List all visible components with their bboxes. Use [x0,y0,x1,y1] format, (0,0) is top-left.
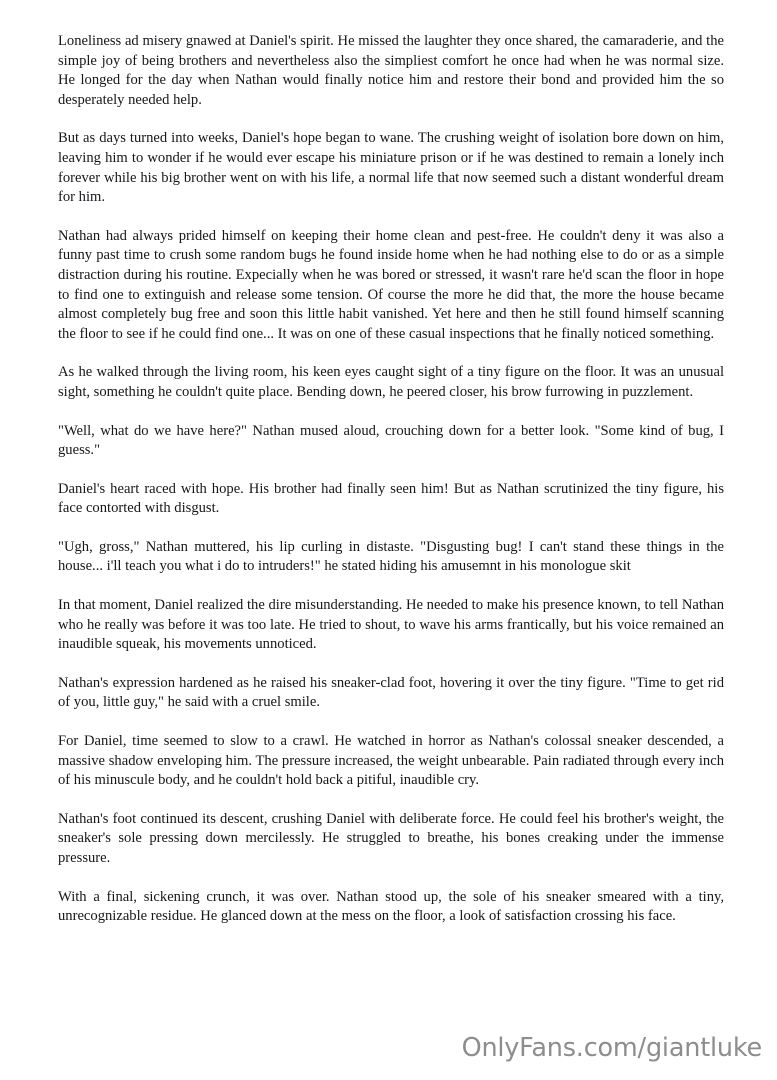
paragraph: "Ugh, gross," Nathan muttered, his lip curling in distaste. "Disgusting bug! I can't stand these things in the house... i'll teach you what i do to intruders!" he stated hiding his amusemnt in his monologue skit [58,538,724,575]
paragraph: With a final, sickening crunch, it was over. Nathan stood up, the sole of his sneaker smeared with a tiny, unrecognizable residue. He glanced down at the mess on the floor, a look of satisfaction crossing his face. [58,888,724,925]
paragraph: For Daniel, time seemed to slow to a crawl. He watched in horror as Nathan's colossal sneaker descended, a massive shadow enveloping him. The pressure increased, the weight unbearable. Pain radiated through every inch of his minuscule body, and he couldn't hold back a pitiful, inaudible cry. [58,733,724,789]
paragraph: But as days turned into weeks, Daniel's hope began to wane. The crushing weight of isolation bore down on him, leaving him to wonder if he would ever escape his miniature prison or if he was destined to remain a lonely inch forever while his big brother went on with his life, a normal life that now seemed such a distant wonderful dream for him. [58,130,724,206]
paragraph: Loneliness ad misery gnawed at Daniel's spirit. He missed the laughter they once shared, the camaraderie, and the simple joy of being brothers and nevertheless also the simpliest comfort he once had when he was normal size. He longed for the day when Nathan would finally notice him and restore their bond and provided him the so desperately needed help. [58,33,724,108]
document-text-body [58,32,724,927]
watermark-text: OnlyFans.com/giantluke [461,1033,762,1063]
paragraph: Nathan had always prided himself on keeping their home clean and pest-free. He couldn't deny it was also a funny past time to crush some random bugs he found inside home when he had nothing else to do or as a simple distraction during his routine. Expecially when he was bored or stressed, it wasn't rare he'd scan the floor in hope to find one to extinguish and release some tension. Of course the more he did that, the more the house became almost completely bug free and soon this little habit vanished. Yet here and then he still found himself scanning the floor to see if he could find one... It was on one of these casual inspections that he finally noticed something. [58,227,724,342]
paragraph: Daniel's heart raced with hope. His brother had finally seen him! But as Nathan scrutinized the tiny figure, his face contorted with disgust. [58,480,724,517]
paragraph: As he walked through the living room, his keen eyes caught sight of a tiny figure on the floor. It was an unusual sight, something he couldn't quite place. Bending down, he peered closer, his brow furrowing in puzzlement. [58,364,724,400]
paragraph: "Well, what do we have here?" Nathan mused aloud, crouching down for a better look. "Some kind of bug, I guess." [58,422,724,459]
paragraph: Nathan's foot continued its descent, crushing Daniel with deliberate force. He could feel his brother's weight, the sneaker's sole pressing down mercilessly. He struggled to breathe, his bones creaking under the immense pressure. [58,810,724,866]
paragraph: Nathan's expression hardened as he raised his sneaker-clad foot, hovering it over the tiny figure. "Time to get rid of you, little guy," he said with a cruel smile. [58,674,724,711]
paragraph: In that moment, Daniel realized the dire misunderstanding. He needed to make his presence known, to tell Nathan who he really was before it was too late. He tried to shout, to wave his arms frantically, but his voice remained an inaudible squeak, his movements unnoticed. [58,597,724,653]
